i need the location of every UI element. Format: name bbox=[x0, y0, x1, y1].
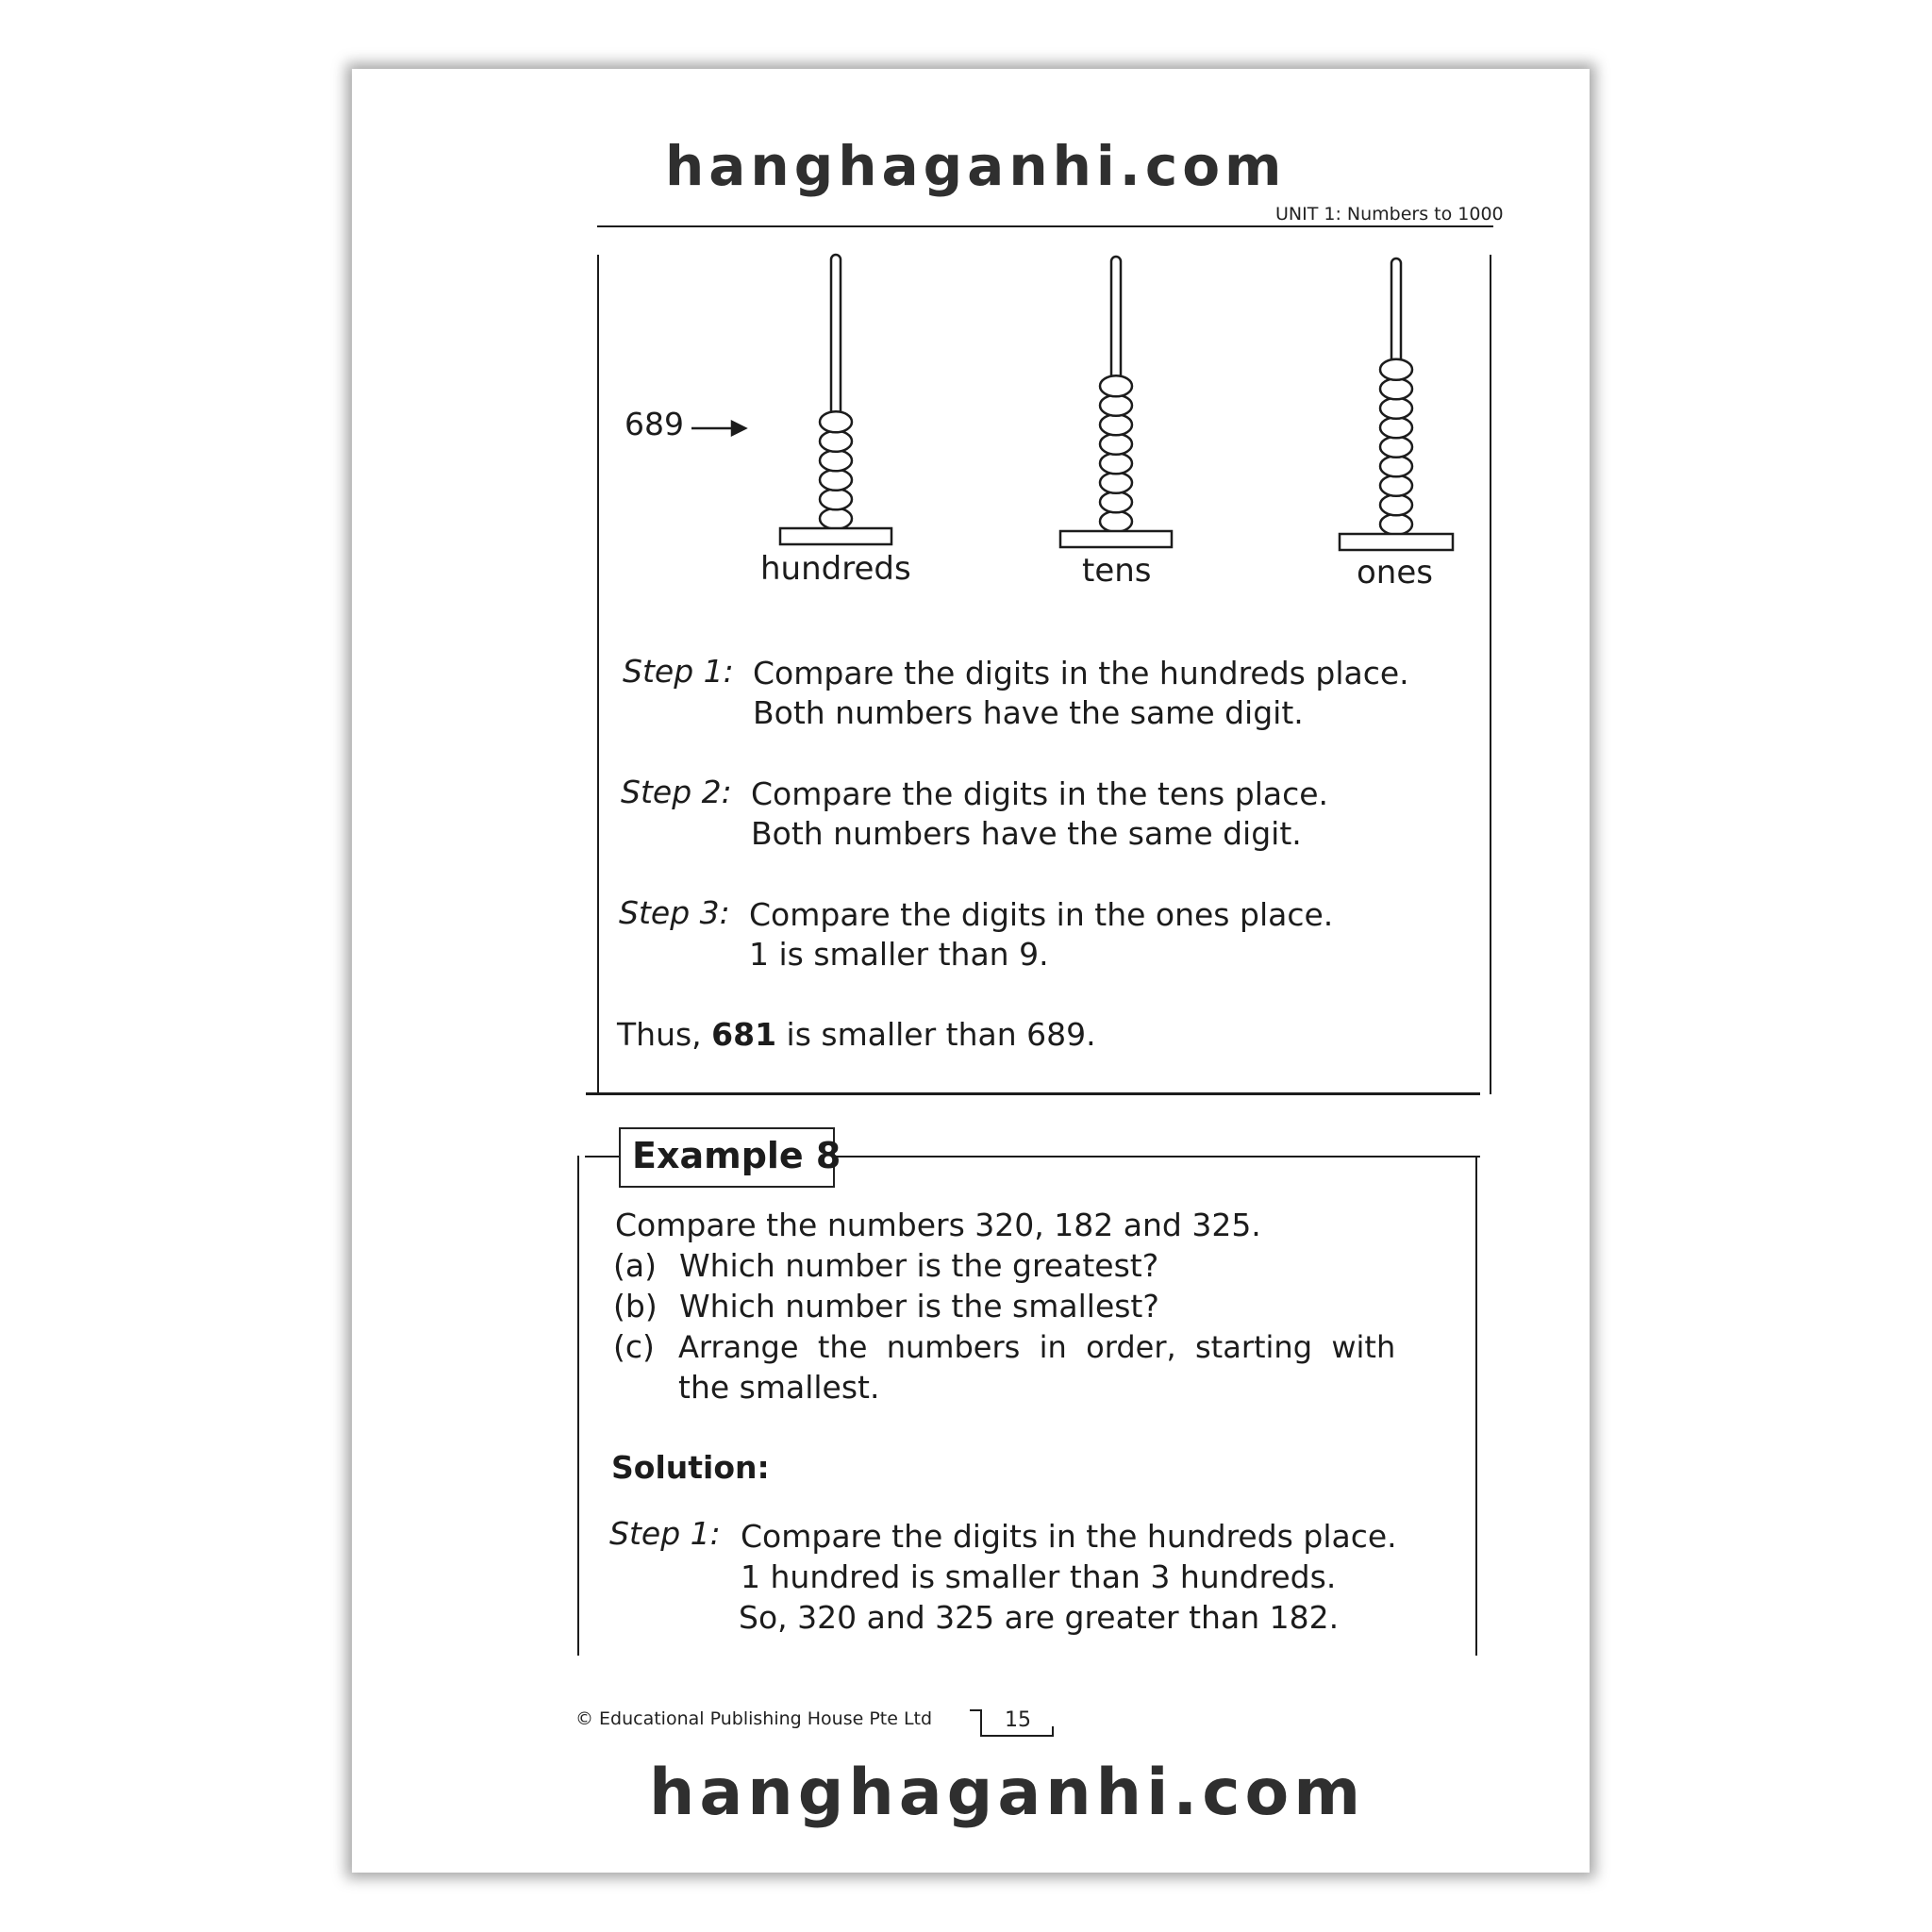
place-label-ones: ones bbox=[1357, 554, 1433, 591]
part-b-text: Which number is the smallest? bbox=[679, 1288, 1159, 1324]
place-label-hundreds: hundreds bbox=[760, 550, 911, 588]
unit-header: UNIT 1: Numbers to 1000 bbox=[1275, 204, 1504, 225]
watermark-bottom: hanghaganhi.com bbox=[649, 1756, 1366, 1830]
part-b-label: (b) bbox=[613, 1288, 658, 1324]
step-3-label: Step 3: bbox=[619, 894, 730, 931]
step-1-label: Step 1: bbox=[623, 653, 734, 690]
solution-label: Solution: bbox=[611, 1449, 770, 1486]
example-step-1-label: Step 1: bbox=[609, 1515, 721, 1552]
step-2-label: Step 2: bbox=[621, 774, 732, 810]
example-step-1-line-2: 1 hundred is smaller than 3 hundreds. bbox=[741, 1558, 1337, 1595]
step-2-line-2: Both numbers have the same digit. bbox=[751, 815, 1302, 852]
copyright: © Educational Publishing House Pte Ltd bbox=[575, 1708, 933, 1729]
step-2-line-1: Compare the digits in the tens place. bbox=[751, 775, 1329, 812]
conclusion: Thus, 681 is smaller than 689. bbox=[617, 1016, 1096, 1053]
step-3-line-1: Compare the digits in the ones place. bbox=[749, 896, 1334, 933]
page-number: 15 bbox=[1005, 1708, 1031, 1732]
conclusion-number: 681 bbox=[711, 1016, 777, 1053]
place-label-tens: tens bbox=[1082, 552, 1152, 590]
part-a-text: Which number is the greatest? bbox=[679, 1247, 1159, 1284]
step-1-line-1: Compare the digits in the hundreds place. bbox=[753, 655, 1409, 691]
abacus-number: 689 bbox=[625, 406, 684, 442]
step-3-line-2: 1 is smaller than 9. bbox=[749, 936, 1049, 973]
part-c-label: (c) bbox=[613, 1328, 655, 1365]
watermark-top: hanghaganhi.com bbox=[665, 134, 1287, 198]
part-a-label: (a) bbox=[613, 1247, 657, 1284]
example-title: Example 8 bbox=[632, 1135, 841, 1176]
example-intro: Compare the numbers 320, 182 and 325. bbox=[615, 1207, 1261, 1243]
example-step-1-line-1: Compare the digits in the hundreds place. bbox=[741, 1518, 1397, 1555]
step-1-line-2: Both numbers have the same digit. bbox=[753, 694, 1304, 731]
example-step-1-line-3: So, 320 and 325 are greater than 182. bbox=[739, 1599, 1340, 1636]
part-c-line-1: Arrange the numbers in order, starting with bbox=[678, 1329, 1396, 1365]
part-c-line-2: the smallest. bbox=[678, 1369, 880, 1406]
